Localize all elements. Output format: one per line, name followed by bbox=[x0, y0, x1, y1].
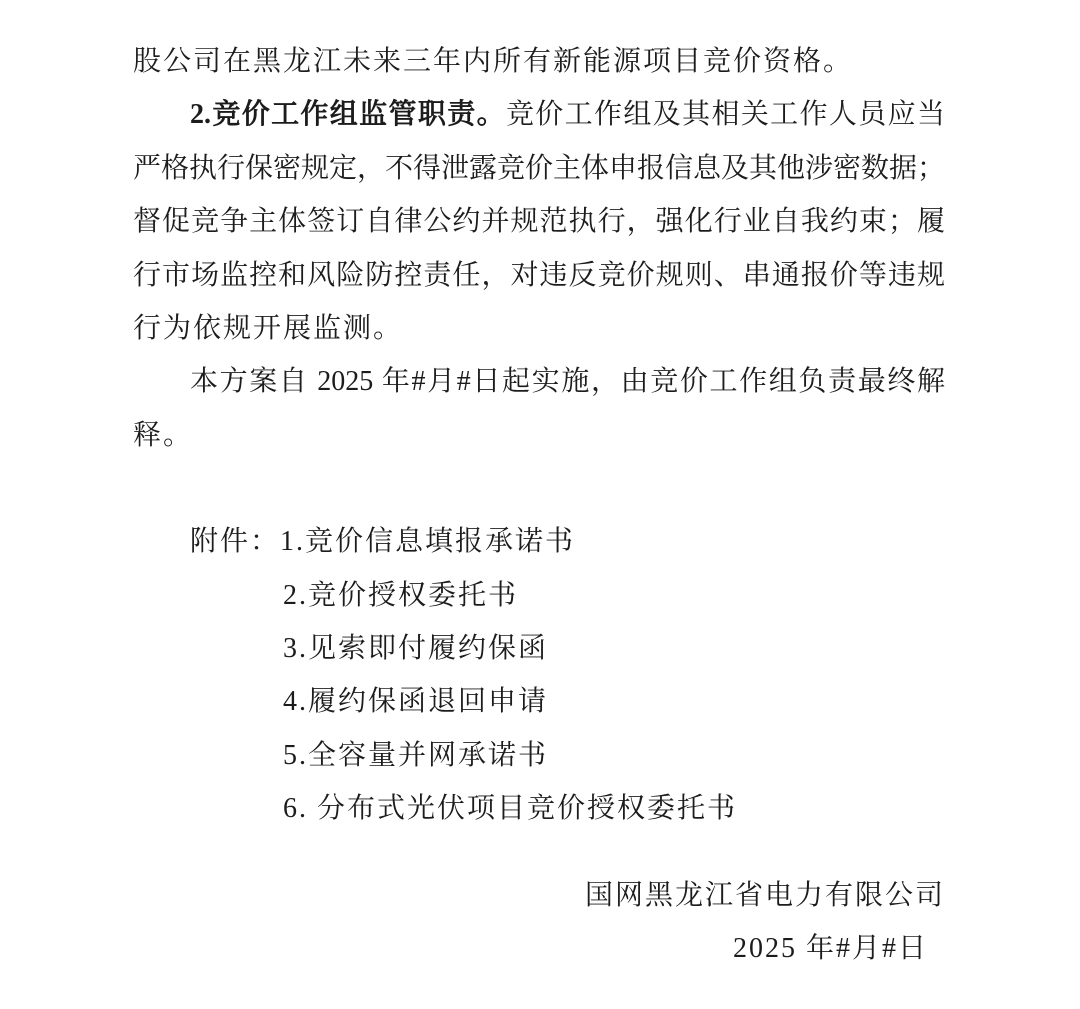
body-line: 行为依规开展监测。 bbox=[133, 312, 404, 344]
attachment-item: 5.全容量并网承诺书 bbox=[283, 739, 549, 771]
body-line: 行市场监控和风险防控责任，对违反竞价规则、串通报价等违规 bbox=[133, 259, 945, 291]
body-line: 释。 bbox=[133, 419, 194, 451]
body-line: 严格执行保密规定，不得泄露竞价主体申报信息及其他涉密数据； bbox=[133, 152, 945, 184]
body-implementation-line: 本方案自 2025 年#月#日起实施，由竞价工作组负责最终解 bbox=[190, 366, 945, 398]
attachment-item: 4.履约保函退回申请 bbox=[283, 686, 549, 718]
signature-date: 2025 年#月#日 bbox=[732, 933, 928, 965]
attachment-item bbox=[133, 515, 945, 568]
attachment-item: 3.见索即付履约保函 bbox=[283, 632, 549, 664]
section-heading: 2.竞价工作组监管职责。 bbox=[190, 99, 506, 131]
body-text: 竞价工作组及其相关工作人员应当 bbox=[505, 99, 945, 131]
attachments-label: 附件： bbox=[190, 526, 281, 558]
attachment-item: 6. 分布式光伏项目竞价授权委托书 bbox=[283, 793, 738, 825]
body-line-continuation: 股公司在黑龙江未来三年内所有新能源项目竞价资格。 bbox=[133, 46, 854, 77]
attachment-item: 2.竞价授权委托书 bbox=[283, 579, 519, 611]
body-line: 督促竞争主体签订自律公约并规范执行，强化行业自我约束；履 bbox=[133, 206, 945, 238]
body-paragraph-2-line-1 bbox=[133, 88, 945, 141]
attachment-item-text: 1.竞价信息填报承诺书 bbox=[280, 526, 576, 558]
attachments-block bbox=[133, 515, 945, 835]
signature-company: 国网黑龙江省电力有限公司 bbox=[584, 879, 945, 911]
document-content bbox=[133, 35, 945, 975]
